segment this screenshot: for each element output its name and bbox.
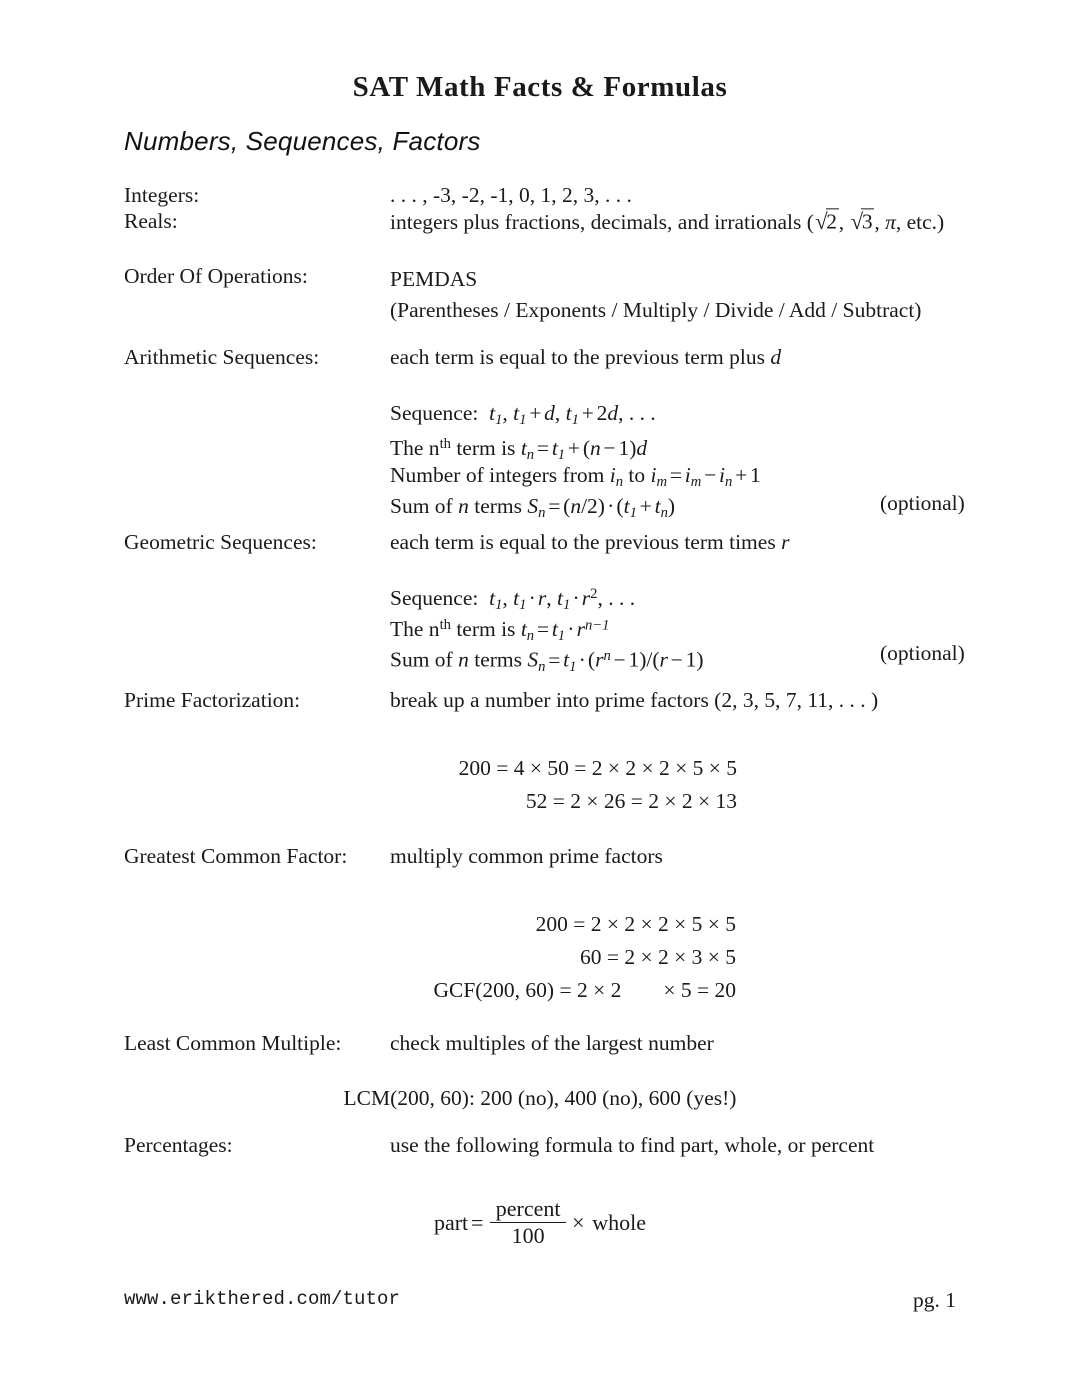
gcf-equations [300,908,736,1007]
formula-whole-label: whole [592,1210,647,1235]
geo-sum-formula: Sum of n terms $S_n = t_1\cdot(r^n - 1)/(r - 1)$ [390,647,704,675]
arith-optional-note: (optional) [880,491,965,515]
sqrt-icon-3: √3 [850,209,873,235]
arith-sum-var-n: n [458,494,469,518]
geo-sequence-label: Sequence: [390,586,479,611]
content-greatest-common-factor: multiply common prime factors [390,844,663,868]
label-integers: Integers: [124,183,200,207]
content-integers: . . . , -3, -2, -1, 0, 1, 2, 3, . . . [390,183,632,207]
geo-nth-term-formula: The $n^{th}$ term is $t_n = t_1\cdot r^{n-1}$ [390,617,610,645]
geo-sequence-formula: Sequence: $t_1$, $t_1\cdot r$, $t_1\cdot r^2$, . . . [390,586,636,614]
lcm-eq-line: LCM(200, 60): 200 (no), 400 (no), 600 (yes!) [343,1086,737,1110]
label-percentages: Percentages: [124,1133,233,1157]
label-order-of-operations: Order Of Operations: [124,264,308,288]
geo-nth-superscript: th [439,617,451,633]
percentage-formula [0,1196,1080,1250]
content-reals: integers plus fractions, decimals, and irrationals (√2, √3, π, etc.) [390,209,945,235]
footer-page-number: pg. 1 [913,1288,956,1312]
arith-sum-formula: Sum of n terms $S_n = (n/2)\cdot(t_1 + t_n)$ [390,494,676,522]
geo-intro-text: each term is equal to the previous term times [390,530,782,554]
content-arithmetic-sequences-intro [390,345,781,370]
geo-nth-prefix: The n [390,617,440,642]
label-greatest-common-factor: Greatest Common Factor: [124,844,348,868]
formula-times-sign: × [572,1210,585,1235]
label-prime-factorization: Prime Factorization: [124,688,301,712]
arith-nth-superscript: th [439,436,451,452]
arith-nth-term-formula: The $n^{th}$ term is $t_n = t_1 + (n - 1)d$ [390,436,648,464]
geo-nth-mid: term is [450,617,521,642]
label-reals: Reals: [124,209,178,233]
gcf-result-right: × 5 = 20 [663,978,736,1002]
formula-part-label: part [433,1210,469,1235]
fraction-denominator: 100 [490,1222,566,1249]
section-heading: Numbers, Sequences, Factors [124,126,481,156]
footer-website-url[interactable]: www.erikthered.com/tutor [124,1288,401,1310]
label-arithmetic-sequences: Arithmetic Sequences: [124,345,320,369]
content-percentages: use the following formula to find part, whole, or percent [390,1133,875,1157]
pemdas-expansion: (Parentheses / Exponents / Multiply / Divide / Add / Subtract) [390,298,922,322]
prime-factorization-equations [300,752,737,818]
prime-eq-52: 52 = 2 × 26 = 2 × 2 × 13 [525,789,737,813]
arith-sequence-label: Sequence: [390,401,479,425]
geo-sum-prefix: Sum of [390,647,459,672]
content-order-of-operations [390,264,921,326]
lcm-equation [0,1082,1080,1115]
sqrt-icon-2: √2 [815,209,838,235]
arithmetic-formula-list [390,398,761,522]
gcf-result-left: GCF(200, 60) = 2 × 2 [433,978,622,1002]
content-prime-factorization: break up a number into prime factors (2, 3, 5, 7, 11, . . . ) [390,688,879,712]
fraction-numerator: percent [495,1195,561,1221]
page-title: SAT Math Facts & Formulas [352,71,728,103]
arith-sequence-formula: Sequence: $t_1$, $t_1 + d$, $t_1 + 2d$, . . . [390,401,656,429]
gcf-eq-result [300,974,736,1007]
arith-count-prefix: Number of integers from [390,463,610,487]
arith-nth-mid: term is [450,436,521,461]
percentage-formula-line [0,1196,1080,1250]
arith-sum-prefix: Sum of [390,494,459,518]
formula-equals-sign: = [471,1210,484,1235]
gcf-eq-60: 60 = 2 × 2 × 3 × 5 [579,945,736,969]
geo-intro-var-r: r [781,530,790,554]
arith-intro-var-d: d [770,345,782,369]
geometric-formula-list [390,579,704,675]
label-geometric-sequences: Geometric Sequences: [124,530,317,554]
arith-nth-prefix: The n [390,436,440,461]
arith-intro-text: each term is equal to the previous term plus [390,345,771,369]
pi-symbol: π [885,210,896,234]
content-geometric-sequences-intro [390,530,789,555]
content-least-common-multiple: check multiples of the largest number [390,1031,714,1055]
percent-over-100-fraction [490,1197,566,1249]
pemdas-acronym: PEMDAS [390,267,478,291]
reals-text-prefix: integers plus fractions, decimals, and irrationals ( [390,210,814,234]
arith-sum-mid: terms [468,494,528,518]
geo-sum-mid: terms [468,647,528,672]
prime-eq-200: 200 = 4 × 50 = 2 × 2 × 2 × 5 × 5 [458,756,737,780]
reals-text-suffix: , etc.) [895,210,945,234]
arith-integer-count-formula: Number of integers from $i_n$ to $i_m = i_m - i_n + 1$ [390,463,761,491]
geo-optional-note: (optional) [880,641,965,665]
label-least-common-multiple: Least Common Multiple: [124,1031,342,1055]
geo-sum-var-n: n [458,647,469,672]
gcf-eq-200: 200 = 2 × 2 × 2 × 5 × 5 [535,912,736,936]
sqrt-2-radicand: 2 [826,209,838,234]
sqrt-3-radicand: 3 [861,209,873,234]
